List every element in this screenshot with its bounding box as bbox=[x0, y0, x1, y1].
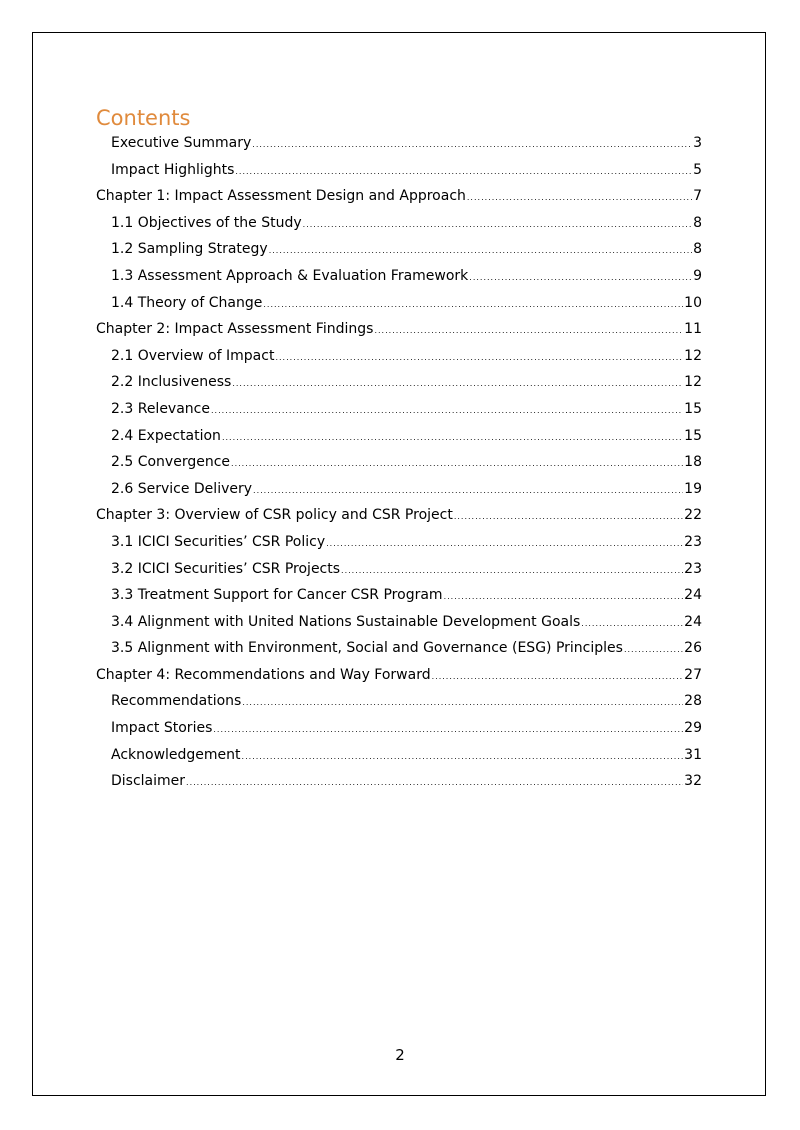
dot-leader bbox=[232, 371, 683, 398]
toc-entry[interactable] bbox=[96, 316, 702, 343]
toc-entry[interactable] bbox=[96, 476, 702, 503]
dot-leader bbox=[469, 265, 692, 292]
dot-leader bbox=[263, 292, 683, 319]
toc-entry-label: 3.4 Alignment with United Nations Sustainable Development Goals bbox=[111, 613, 581, 630]
toc-entry-page: 18 bbox=[684, 454, 702, 471]
toc-entry-page: 12 bbox=[684, 347, 702, 364]
toc-entry-label: 3.3 Treatment Support for Cancer CSR Program bbox=[111, 587, 443, 604]
toc-entry-page: 26 bbox=[684, 640, 702, 657]
toc-entry-page: 23 bbox=[684, 533, 702, 550]
toc-entry-page: 8 bbox=[693, 241, 702, 258]
toc-entry-label: Acknowledgement bbox=[111, 746, 241, 763]
dot-leader bbox=[231, 451, 683, 478]
dot-leader bbox=[253, 478, 683, 505]
toc-entry-page: 27 bbox=[684, 666, 702, 683]
toc-entry-label: Impact Highlights bbox=[111, 161, 235, 178]
contents-heading: Contents bbox=[96, 106, 191, 130]
toc-entry[interactable] bbox=[96, 715, 702, 742]
toc-entry-label: Chapter 3: Overview of CSR policy and CSR Project bbox=[96, 507, 453, 524]
toc-entry-page: 29 bbox=[684, 720, 702, 737]
toc-entry-label: Chapter 4: Recommendations and Way Forward bbox=[96, 666, 431, 683]
toc-entry-label: Recommendations bbox=[111, 693, 242, 710]
toc-entry-label: 2.4 Expectation bbox=[111, 427, 221, 444]
toc-entry-page: 9 bbox=[693, 267, 702, 284]
toc-entry[interactable] bbox=[96, 582, 702, 609]
toc-entry-label: 2.2 Inclusiveness bbox=[111, 374, 232, 391]
toc-entry-label: Impact Stories bbox=[111, 720, 213, 737]
dot-leader bbox=[374, 318, 683, 345]
toc-entry[interactable] bbox=[96, 609, 702, 636]
toc-entry-page: 3 bbox=[693, 135, 702, 151]
dot-leader bbox=[235, 159, 692, 186]
toc-entry-label: 1.1 Objectives of the Study bbox=[111, 214, 302, 231]
toc-entry[interactable] bbox=[96, 343, 702, 370]
dot-leader bbox=[624, 637, 683, 664]
toc-entry-label: 2.6 Service Delivery bbox=[111, 480, 253, 497]
dot-leader bbox=[213, 717, 683, 744]
toc-entry-label: Executive Summary bbox=[111, 135, 252, 151]
toc-entry[interactable] bbox=[96, 742, 702, 769]
toc-entry-page: 15 bbox=[684, 400, 702, 417]
dot-leader bbox=[432, 664, 684, 691]
toc-entry-page: 15 bbox=[684, 427, 702, 444]
dot-leader bbox=[581, 611, 683, 638]
toc-entry-page: 12 bbox=[684, 374, 702, 391]
toc-entry[interactable] bbox=[96, 688, 702, 715]
toc-entry[interactable] bbox=[96, 263, 702, 290]
dot-leader bbox=[454, 504, 683, 531]
toc-entry[interactable] bbox=[96, 236, 702, 263]
toc-entry[interactable] bbox=[96, 183, 702, 210]
toc-entry[interactable] bbox=[96, 290, 702, 317]
toc-entry-label: 3.1 ICICI Securities’ CSR Policy bbox=[111, 533, 326, 550]
dot-leader bbox=[211, 398, 683, 425]
toc-entry-label: 1.4 Theory of Change bbox=[111, 294, 263, 311]
toc-entry[interactable] bbox=[96, 369, 702, 396]
toc-entry-label: Chapter 2: Impact Assessment Findings bbox=[96, 321, 374, 338]
dot-leader bbox=[275, 345, 683, 372]
toc-entry-page: 23 bbox=[684, 560, 702, 577]
dot-leader bbox=[222, 425, 683, 452]
toc-entry-page: 5 bbox=[693, 161, 702, 178]
toc-entry[interactable] bbox=[96, 556, 702, 583]
toc-entry-page: 11 bbox=[684, 321, 702, 338]
toc-entry-page: 7 bbox=[693, 188, 702, 205]
toc-entry-page: 8 bbox=[693, 214, 702, 231]
dot-leader bbox=[242, 690, 683, 717]
toc-entry[interactable] bbox=[96, 423, 702, 450]
dot-leader bbox=[242, 744, 684, 771]
dot-leader bbox=[444, 584, 684, 611]
toc-entry[interactable] bbox=[96, 130, 702, 157]
toc-entry[interactable] bbox=[96, 210, 702, 237]
toc-entry-label: 1.2 Sampling Strategy bbox=[111, 241, 268, 258]
toc-entry-page: 24 bbox=[684, 613, 702, 630]
toc-entry[interactable] bbox=[96, 635, 702, 662]
dot-leader bbox=[269, 238, 692, 265]
toc-entry-page: 19 bbox=[684, 480, 702, 497]
dot-leader bbox=[341, 558, 683, 585]
toc-entry-page: 10 bbox=[684, 294, 702, 311]
toc-entry-label: Disclaimer bbox=[111, 773, 186, 790]
table-of-contents bbox=[96, 130, 702, 795]
dot-leader bbox=[326, 531, 683, 558]
toc-entry[interactable] bbox=[96, 529, 702, 556]
toc-entry-label: 2.1 Overview of Impact bbox=[111, 347, 275, 364]
toc-entry-label: Chapter 1: Impact Assessment Design and Approach bbox=[96, 188, 466, 205]
dot-leader bbox=[252, 132, 692, 159]
dot-leader bbox=[467, 185, 692, 212]
toc-entry-page: 24 bbox=[684, 587, 702, 604]
toc-entry-label: 2.3 Relevance bbox=[111, 400, 210, 417]
toc-entry[interactable] bbox=[96, 157, 702, 184]
toc-entry-page: 28 bbox=[684, 693, 702, 710]
page-number: 2 bbox=[395, 1046, 405, 1064]
toc-entry-label: 3.5 Alignment with Environment, Social and Governance (ESG) Principles bbox=[111, 640, 623, 657]
toc-entry-page: 22 bbox=[684, 507, 702, 524]
toc-entry[interactable] bbox=[96, 502, 702, 529]
toc-entry-label: 1.3 Assessment Approach & Evaluation Framework bbox=[111, 267, 469, 284]
toc-entry-label: 3.2 ICICI Securities’ CSR Projects bbox=[111, 560, 341, 577]
toc-entry[interactable] bbox=[96, 662, 702, 689]
toc-entry[interactable] bbox=[96, 396, 702, 423]
toc-entry[interactable] bbox=[96, 449, 702, 476]
dot-leader bbox=[186, 770, 683, 797]
toc-entry[interactable] bbox=[96, 768, 702, 795]
toc-entry-page: 31 bbox=[684, 746, 702, 763]
toc-entry-page: 32 bbox=[684, 773, 702, 790]
dot-leader bbox=[303, 212, 692, 239]
toc-entry-label: 2.5 Convergence bbox=[111, 454, 231, 471]
